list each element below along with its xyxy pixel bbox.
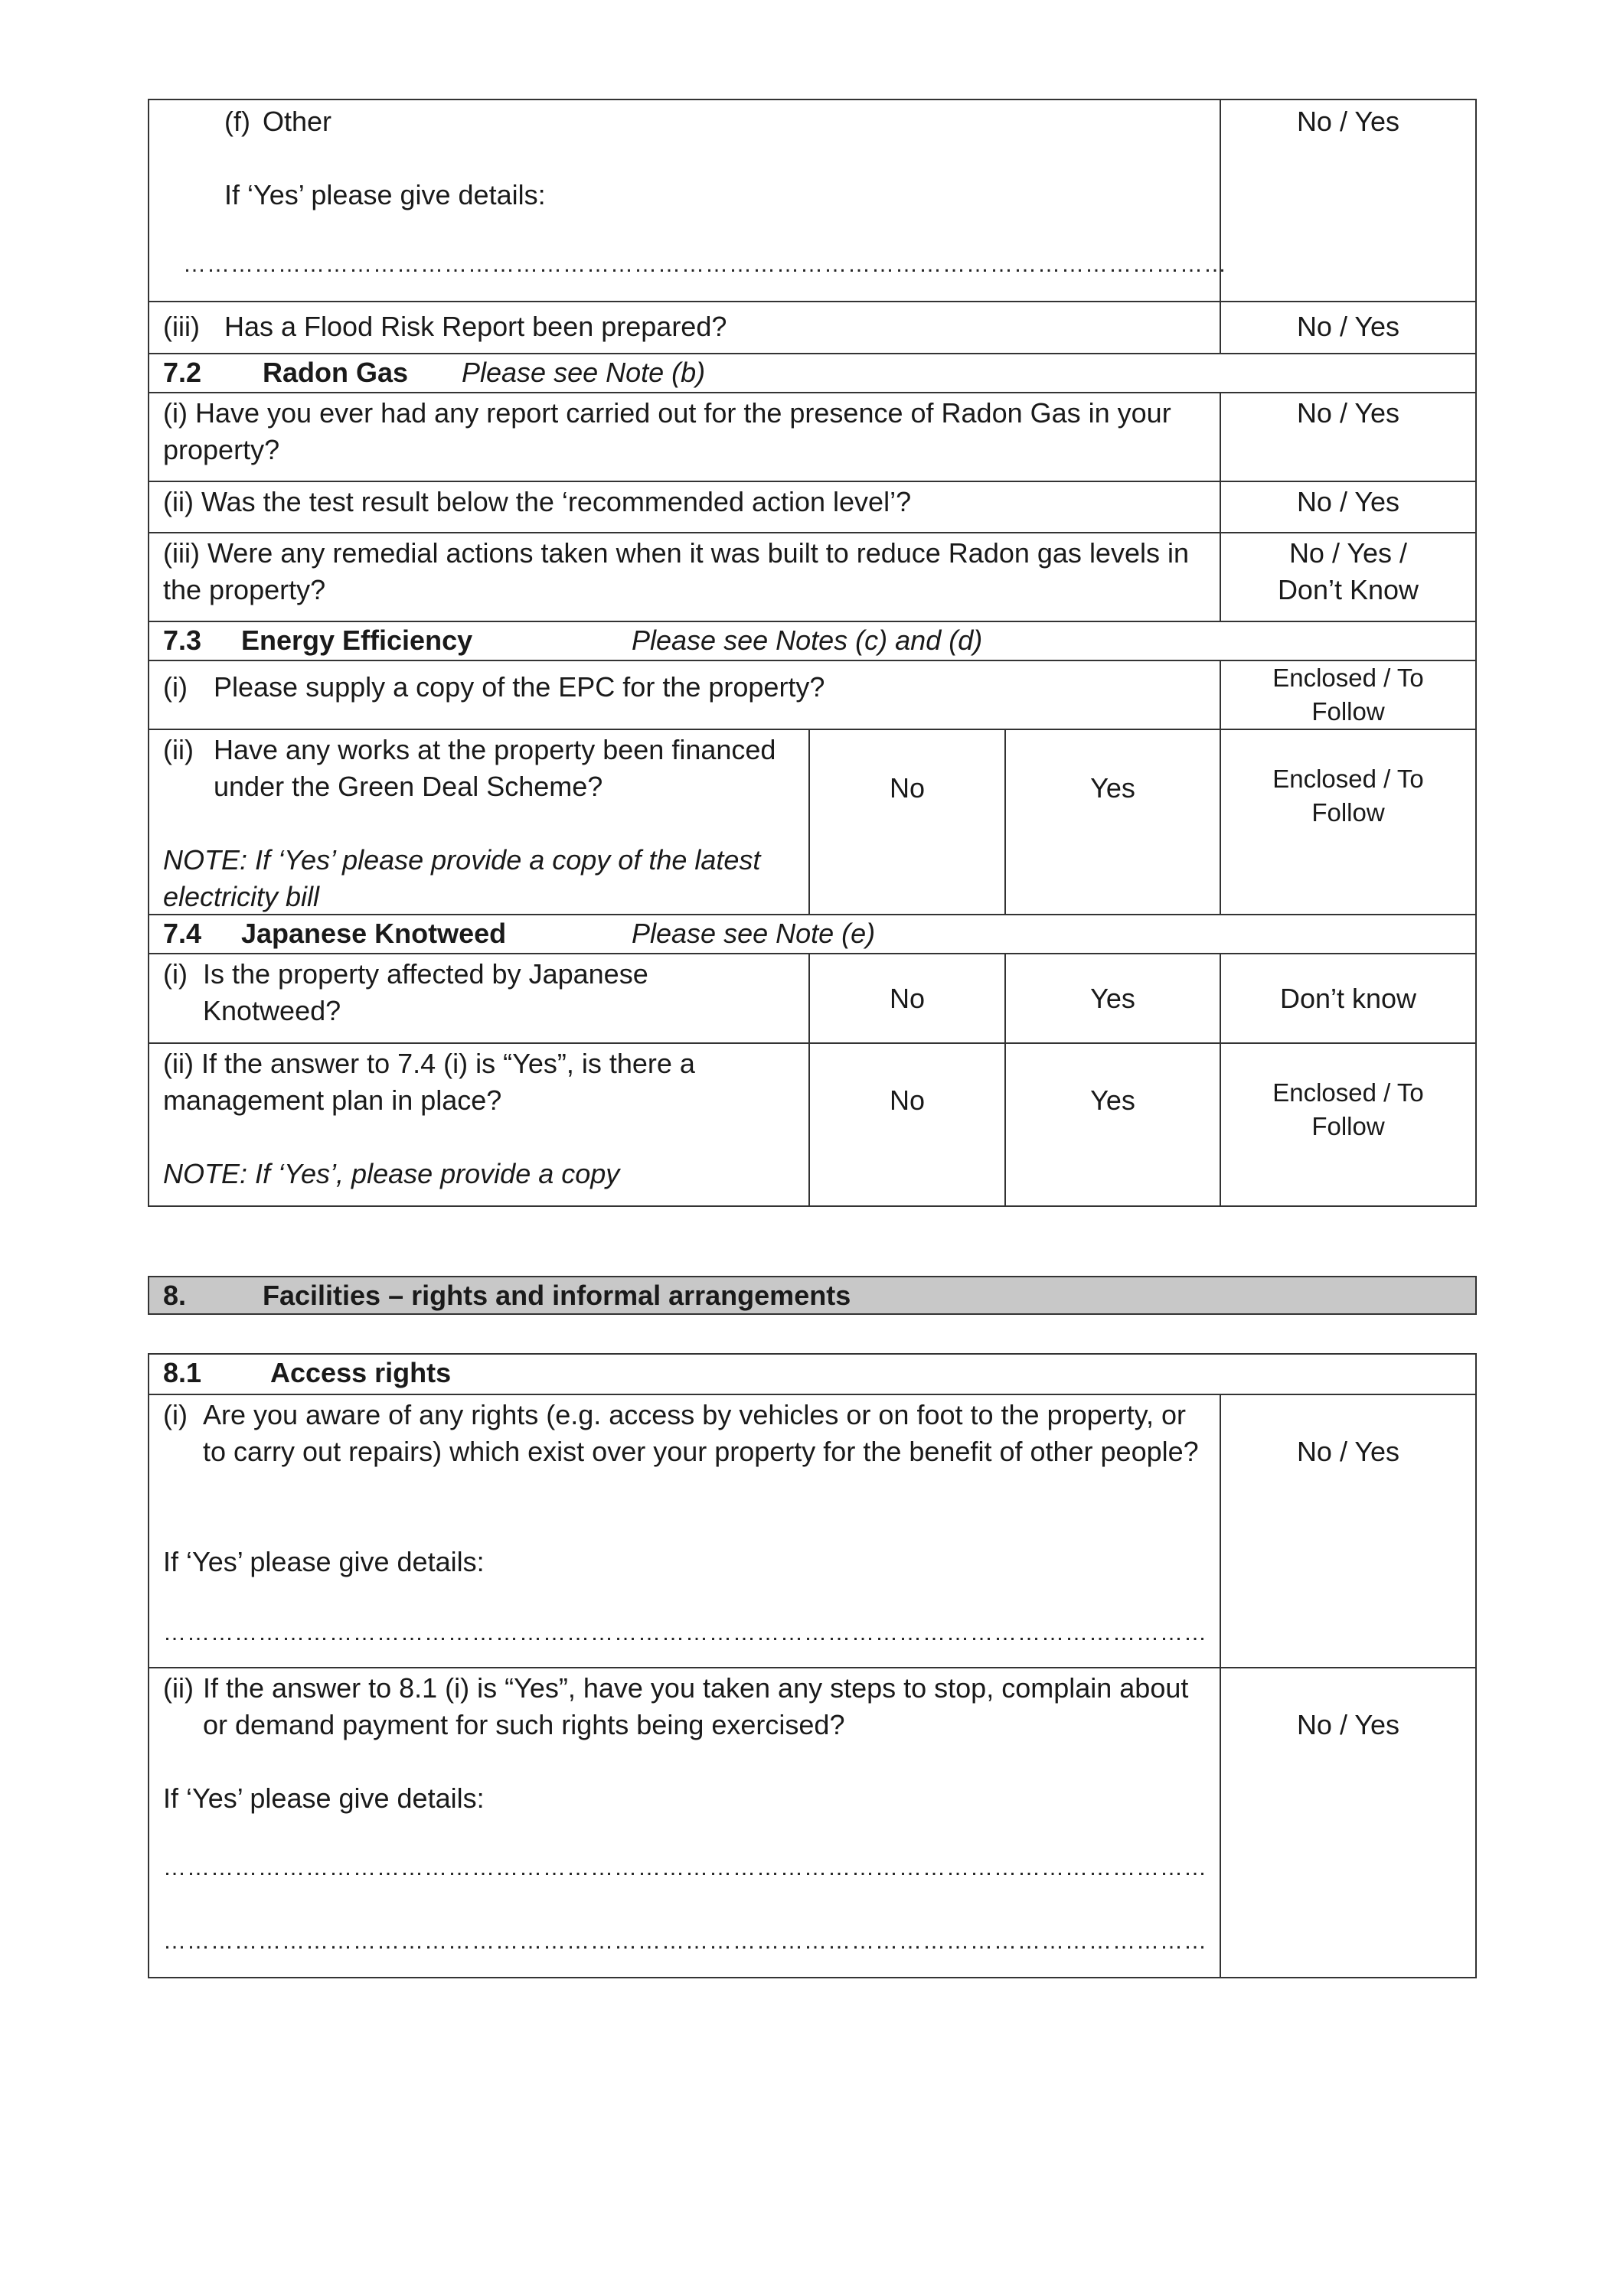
- item-label: (i): [163, 1399, 188, 1430]
- item-text: Is the property affected by Japanese Knotweed?: [203, 958, 648, 1026]
- section-title: Energy Efficiency: [241, 625, 473, 656]
- answer-options: No / Yes: [1296, 1709, 1400, 1740]
- answer-options: No / Yes: [1296, 106, 1400, 137]
- item-note: NOTE: If ‘Yes’, please provide a copy: [163, 1158, 620, 1189]
- section-note: Please see Note (e): [632, 918, 876, 949]
- item-label: (ii): [163, 734, 194, 765]
- yes-option-cell[interactable]: [1004, 1044, 1220, 1205]
- row-radon-test-result: [149, 481, 1475, 532]
- row-access-rights-steps: [149, 1667, 1475, 1977]
- answer-options: No / Yes: [1296, 397, 1400, 429]
- section-note: Please see Notes (c) and (d): [632, 625, 983, 656]
- item-text: (ii) Was the test result below the ‘recommended action level’?: [163, 486, 912, 517]
- item-text: Has a Flood Risk Report been prepared?: [224, 311, 727, 342]
- section-number: 8.: [163, 1280, 187, 1311]
- section-title: Japanese Knotweed: [241, 918, 507, 949]
- answer-cell[interactable]: [1220, 1395, 1475, 1667]
- section-title: Radon Gas: [263, 357, 409, 388]
- answer-cell[interactable]: [1220, 730, 1475, 914]
- yes-option: Yes: [1090, 983, 1135, 1014]
- section-note: Please see Note (b): [462, 357, 706, 388]
- section-header-7-4: [149, 914, 1475, 953]
- answer-options: Enclosed / To Follow: [1272, 664, 1424, 726]
- item-text: Please supply a copy of the EPC for the property?: [214, 671, 825, 703]
- item-text: (iii) Were any remedial actions taken when it was built to reduce Radon gas levels in the property?: [163, 537, 1189, 605]
- no-option-cell[interactable]: [808, 954, 1004, 1042]
- section-8-1-table: [148, 1353, 1477, 1978]
- section-number: 7.4: [163, 918, 202, 949]
- details-line[interactable]: ……………………………………………………………………………………………………………………: [163, 1620, 1207, 1645]
- section-number: 7.2: [163, 357, 202, 388]
- no-option-cell[interactable]: [808, 1044, 1004, 1205]
- answer-cell[interactable]: [1220, 482, 1475, 532]
- details-prompt: If ‘Yes’ please give details:: [163, 1546, 485, 1577]
- item-label: (i): [163, 671, 188, 703]
- no-option: No: [889, 983, 926, 1014]
- item-text: Other: [263, 106, 332, 137]
- section-header-7-2: [149, 353, 1475, 392]
- no-option: No: [889, 1084, 926, 1116]
- row-radon-report: [149, 392, 1475, 481]
- details-prompt: If ‘Yes’ please give details:: [163, 1782, 485, 1814]
- item-text: Have any works at the property been financed under the Green Deal Scheme?: [214, 734, 776, 802]
- item-text: (i) Have you ever had any report carried out for the presence of Radon Gas in your property?: [163, 397, 1171, 465]
- section-title: Facilities – rights and informal arrangements: [263, 1280, 851, 1311]
- details-line[interactable]: ……………………………………………………………………………………………………………………: [183, 252, 1227, 277]
- row-other: [149, 100, 1475, 301]
- row-knotweed-affected: [149, 953, 1475, 1042]
- row-green-deal: [149, 729, 1475, 914]
- section-7-table: [148, 99, 1477, 1207]
- answer-cell[interactable]: [1220, 1668, 1475, 1977]
- row-knotweed-plan: [149, 1042, 1475, 1205]
- item-label: (i): [163, 958, 188, 990]
- answer-options: Enclosed / To Follow: [1272, 1078, 1424, 1140]
- answer-cell[interactable]: [1220, 100, 1475, 301]
- row-access-rights-aware: [149, 1394, 1475, 1667]
- row-epc: [149, 660, 1475, 729]
- yes-option-cell[interactable]: [1004, 730, 1220, 914]
- answer-cell[interactable]: [1220, 533, 1475, 621]
- answer-options: No / Yes: [1296, 311, 1400, 342]
- section-header-7-3: [149, 621, 1475, 660]
- answer-options: No / Yes /: [1288, 537, 1408, 569]
- row-flood-report: [149, 301, 1475, 353]
- item-label: (ii): [163, 1672, 194, 1704]
- section-number: 8.1: [163, 1357, 202, 1388]
- answer-cell[interactable]: [1220, 302, 1475, 353]
- dont-know-option-cell[interactable]: [1220, 954, 1475, 1042]
- item-note: NOTE: If ‘Yes’ please provide a copy of the latest electricity bill: [163, 844, 761, 912]
- answer-cell[interactable]: [1220, 393, 1475, 481]
- details-line[interactable]: ……………………………………………………………………………………………………………………: [163, 1855, 1207, 1880]
- details-prompt: If ‘Yes’ please give details:: [224, 179, 546, 210]
- item-text: (ii) If the answer to 7.4 (i) is “Yes”, is there a management plan in place?: [163, 1048, 695, 1116]
- answer-options: No / Yes: [1296, 1436, 1400, 1467]
- item-text: Are you aware of any rights (e.g. access by vehicles or on foot to the property, or to carry out repairs) which exist over your property for the benefit of other people?: [203, 1399, 1199, 1467]
- section-header-8-1: [149, 1355, 1475, 1394]
- answer-cell[interactable]: [1220, 1044, 1475, 1205]
- section-number: 7.3: [163, 625, 202, 656]
- yes-option: Yes: [1090, 772, 1135, 804]
- no-option: No: [889, 772, 926, 804]
- item-label: (iii): [163, 311, 200, 342]
- answer-cell[interactable]: [1220, 661, 1475, 729]
- answer-options-2: Don’t Know: [1277, 574, 1419, 605]
- details-line-2[interactable]: ……………………………………………………………………………………………………………………: [163, 1929, 1207, 1954]
- section-title: Access rights: [270, 1357, 452, 1388]
- row-radon-remedial: [149, 532, 1475, 621]
- item-label: (f): [224, 106, 250, 137]
- yes-option-cell[interactable]: [1004, 954, 1220, 1042]
- section-8-heading: [148, 1276, 1477, 1315]
- dont-know-option: Don’t know: [1279, 983, 1417, 1014]
- answer-options: No / Yes: [1296, 486, 1400, 517]
- item-text: If the answer to 8.1 (i) is “Yes”, have you taken any steps to stop, complain about or demand payment for such rights being exercised?: [203, 1672, 1189, 1740]
- no-option-cell[interactable]: [808, 730, 1004, 914]
- answer-options: Enclosed / To Follow: [1272, 765, 1424, 827]
- yes-option: Yes: [1090, 1084, 1135, 1116]
